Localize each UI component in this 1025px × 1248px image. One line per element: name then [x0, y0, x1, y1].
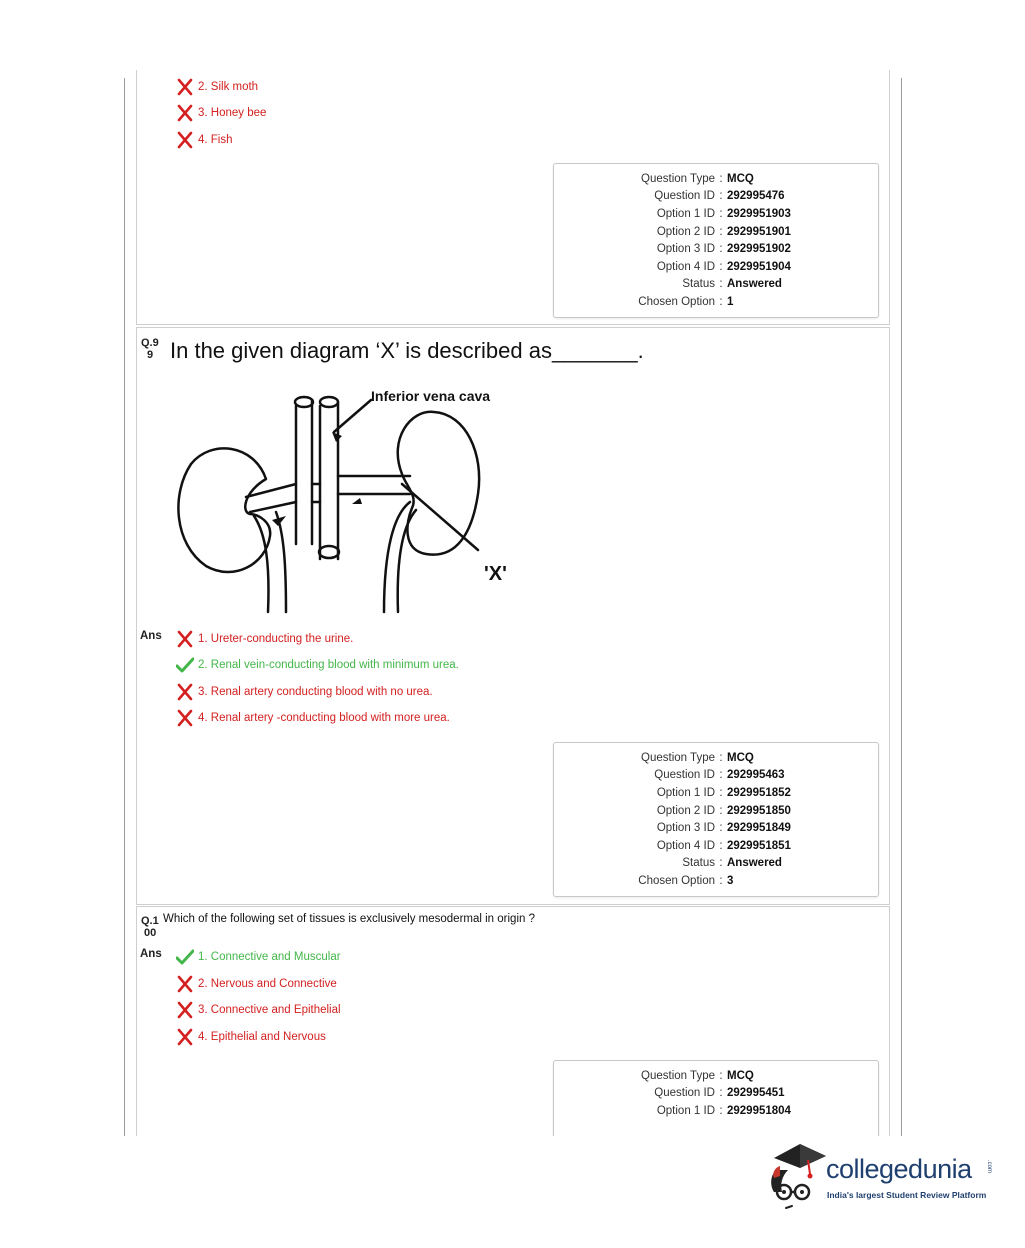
collegedunia-logo[interactable] — [766, 1140, 996, 1212]
meta-row — [554, 819, 878, 837]
meta-key: Option 1 ID — [656, 786, 715, 799]
prev-option-2 — [176, 77, 258, 97]
q99-option-4 — [176, 708, 450, 728]
meta-row — [554, 223, 878, 241]
label-x: 'X' — [484, 563, 507, 585]
meta-sep: : — [719, 874, 723, 887]
meta-row — [554, 170, 878, 188]
question-number-line1: Q.9 — [141, 337, 159, 349]
meta-row — [554, 1067, 878, 1085]
meta-value: 2929951852 — [727, 786, 791, 799]
logo-suffix: .com — [986, 1160, 992, 1174]
meta-row — [554, 188, 878, 206]
meta-sep: : — [719, 1069, 723, 1082]
meta-row — [554, 802, 878, 820]
meta-key: Question Type — [641, 172, 715, 185]
meta-sep: : — [719, 295, 723, 308]
meta-value: 2929951849 — [727, 822, 791, 835]
meta-key: Question Type — [641, 751, 715, 764]
meta-value: 2929951903 — [727, 207, 791, 220]
meta-sep: : — [719, 1104, 723, 1117]
meta-value: 2929951851 — [727, 839, 791, 852]
mascot-icon — [766, 1140, 828, 1212]
q100-option-1 — [176, 947, 341, 967]
meta-sep: : — [719, 172, 723, 185]
question-number-line2: 9 — [147, 349, 154, 361]
meta-sep: : — [719, 839, 723, 852]
logo-tagline: India's largest Student Review Platform — [827, 1190, 987, 1200]
meta-value: 1 — [727, 295, 734, 308]
label-inferior-vena-cava: Inferior vena cava — [371, 388, 491, 404]
cross-icon — [176, 78, 194, 96]
cross-icon — [176, 630, 194, 648]
q100-option-3 — [176, 1000, 341, 1020]
prev-option-3 — [176, 103, 266, 123]
meta-key: Option 3 ID — [656, 822, 715, 835]
ans-label: Ans — [140, 948, 162, 960]
meta-key: Option 4 ID — [656, 839, 715, 852]
meta-row — [554, 767, 878, 785]
check-icon — [176, 948, 194, 966]
cross-icon — [176, 1028, 194, 1046]
q99-option-1 — [176, 629, 353, 649]
meta-sep: : — [719, 1087, 723, 1100]
meta-value: 3 — [727, 874, 734, 887]
frame-right-line — [901, 78, 902, 1136]
question-number — [141, 337, 159, 361]
meta-sep: : — [719, 786, 723, 799]
meta-sep: : — [719, 857, 723, 870]
meta-sep: : — [719, 190, 723, 203]
meta-sep: : — [719, 751, 723, 764]
meta-value: MCQ — [727, 751, 754, 764]
meta-row — [554, 1102, 878, 1120]
meta-value: 292995451 — [727, 1087, 785, 1100]
meta-key: Option 2 ID — [656, 804, 715, 817]
meta-row — [554, 784, 878, 802]
meta-key: Chosen Option — [638, 295, 715, 308]
question-meta-box-prev — [553, 163, 879, 318]
q100-option-4 — [176, 1027, 326, 1047]
option-label: 1. Connective and Muscular — [198, 951, 341, 963]
question-number-line1: Q.1 — [141, 915, 159, 927]
option-label: 1. Ureter-conducting the urine. — [198, 633, 354, 645]
meta-value: Answered — [727, 857, 782, 870]
meta-key: Chosen Option — [638, 874, 715, 887]
meta-value: 2929951850 — [727, 804, 791, 817]
check-icon — [176, 656, 194, 674]
meta-row — [554, 837, 878, 855]
kidney-diagram — [166, 384, 526, 616]
question-meta-box-q100 — [553, 1060, 879, 1143]
option-label: 3. Honey bee — [198, 107, 267, 119]
option-label: 3. Renal artery conducting blood with no urea. — [198, 686, 433, 698]
meta-value: 292995476 — [727, 190, 785, 203]
cross-icon — [176, 1001, 194, 1019]
meta-row — [554, 872, 878, 890]
option-label: 3. Connective and Epithelial — [198, 1004, 341, 1016]
meta-sep: : — [719, 769, 723, 782]
option-label: 2. Renal vein-conducting blood with minimum urea. — [198, 659, 459, 671]
meta-row — [554, 240, 878, 258]
option-label: 4. Fish — [198, 134, 233, 146]
option-label: 2. Silk moth — [198, 81, 259, 93]
question-number-line2: 00 — [144, 927, 157, 939]
meta-value: Answered — [727, 278, 782, 291]
meta-key: Option 3 ID — [656, 243, 715, 256]
meta-key: Option 2 ID — [656, 225, 715, 238]
meta-sep: : — [719, 260, 723, 273]
question-meta-box-q99 — [553, 742, 879, 897]
question-text: In the given diagram ‘X’ is described as_______. — [170, 338, 644, 363]
meta-sep: : — [719, 804, 723, 817]
meta-key: Question Type — [641, 1069, 715, 1082]
cross-icon — [176, 975, 194, 993]
meta-sep: : — [719, 207, 723, 220]
meta-key: Question ID — [654, 769, 715, 782]
cross-icon — [176, 683, 194, 701]
meta-sep: : — [719, 225, 723, 238]
option-label: 4. Renal artery -conducting blood with more urea. — [198, 712, 450, 724]
meta-value: 2929951804 — [727, 1104, 791, 1117]
prev-option-4 — [176, 130, 233, 150]
option-label: 2. Nervous and Connective — [198, 978, 337, 990]
meta-row — [554, 855, 878, 873]
meta-key: Status — [682, 857, 715, 870]
meta-key: Question ID — [654, 190, 715, 203]
meta-value: MCQ — [727, 1069, 754, 1082]
meta-row — [554, 293, 878, 311]
q100-option-2 — [176, 974, 337, 994]
q99-option-2 — [176, 655, 459, 675]
meta-row — [554, 1085, 878, 1103]
q99-option-3 — [176, 682, 433, 702]
meta-value: MCQ — [727, 172, 754, 185]
frame-left-line — [124, 78, 125, 1136]
meta-row — [554, 205, 878, 223]
question-text: Which of the following set of tissues is exclusively mesodermal in origin ? — [163, 913, 535, 925]
meta-value: 2929951901 — [727, 225, 791, 238]
cross-icon — [176, 131, 194, 149]
ans-label: Ans — [140, 630, 162, 642]
meta-value: 292995463 — [727, 769, 785, 782]
question-number — [141, 915, 159, 939]
logo-wordmark: collegedunia — [826, 1154, 972, 1184]
meta-key: Question ID — [654, 1087, 715, 1100]
meta-row — [554, 258, 878, 276]
meta-key: Option 4 ID — [656, 260, 715, 273]
meta-row — [554, 749, 878, 767]
meta-value: 2929951904 — [727, 260, 791, 273]
meta-key: Option 1 ID — [656, 1104, 715, 1117]
cross-icon — [176, 104, 194, 122]
meta-sep: : — [719, 822, 723, 835]
option-label: 4. Epithelial and Nervous — [198, 1031, 326, 1043]
meta-key: Status — [682, 278, 715, 291]
meta-value: 2929951902 — [727, 243, 791, 256]
cross-icon — [176, 709, 194, 727]
meta-sep: : — [719, 243, 723, 256]
meta-row — [554, 276, 878, 294]
meta-key: Option 1 ID — [656, 207, 715, 220]
meta-sep: : — [719, 278, 723, 291]
